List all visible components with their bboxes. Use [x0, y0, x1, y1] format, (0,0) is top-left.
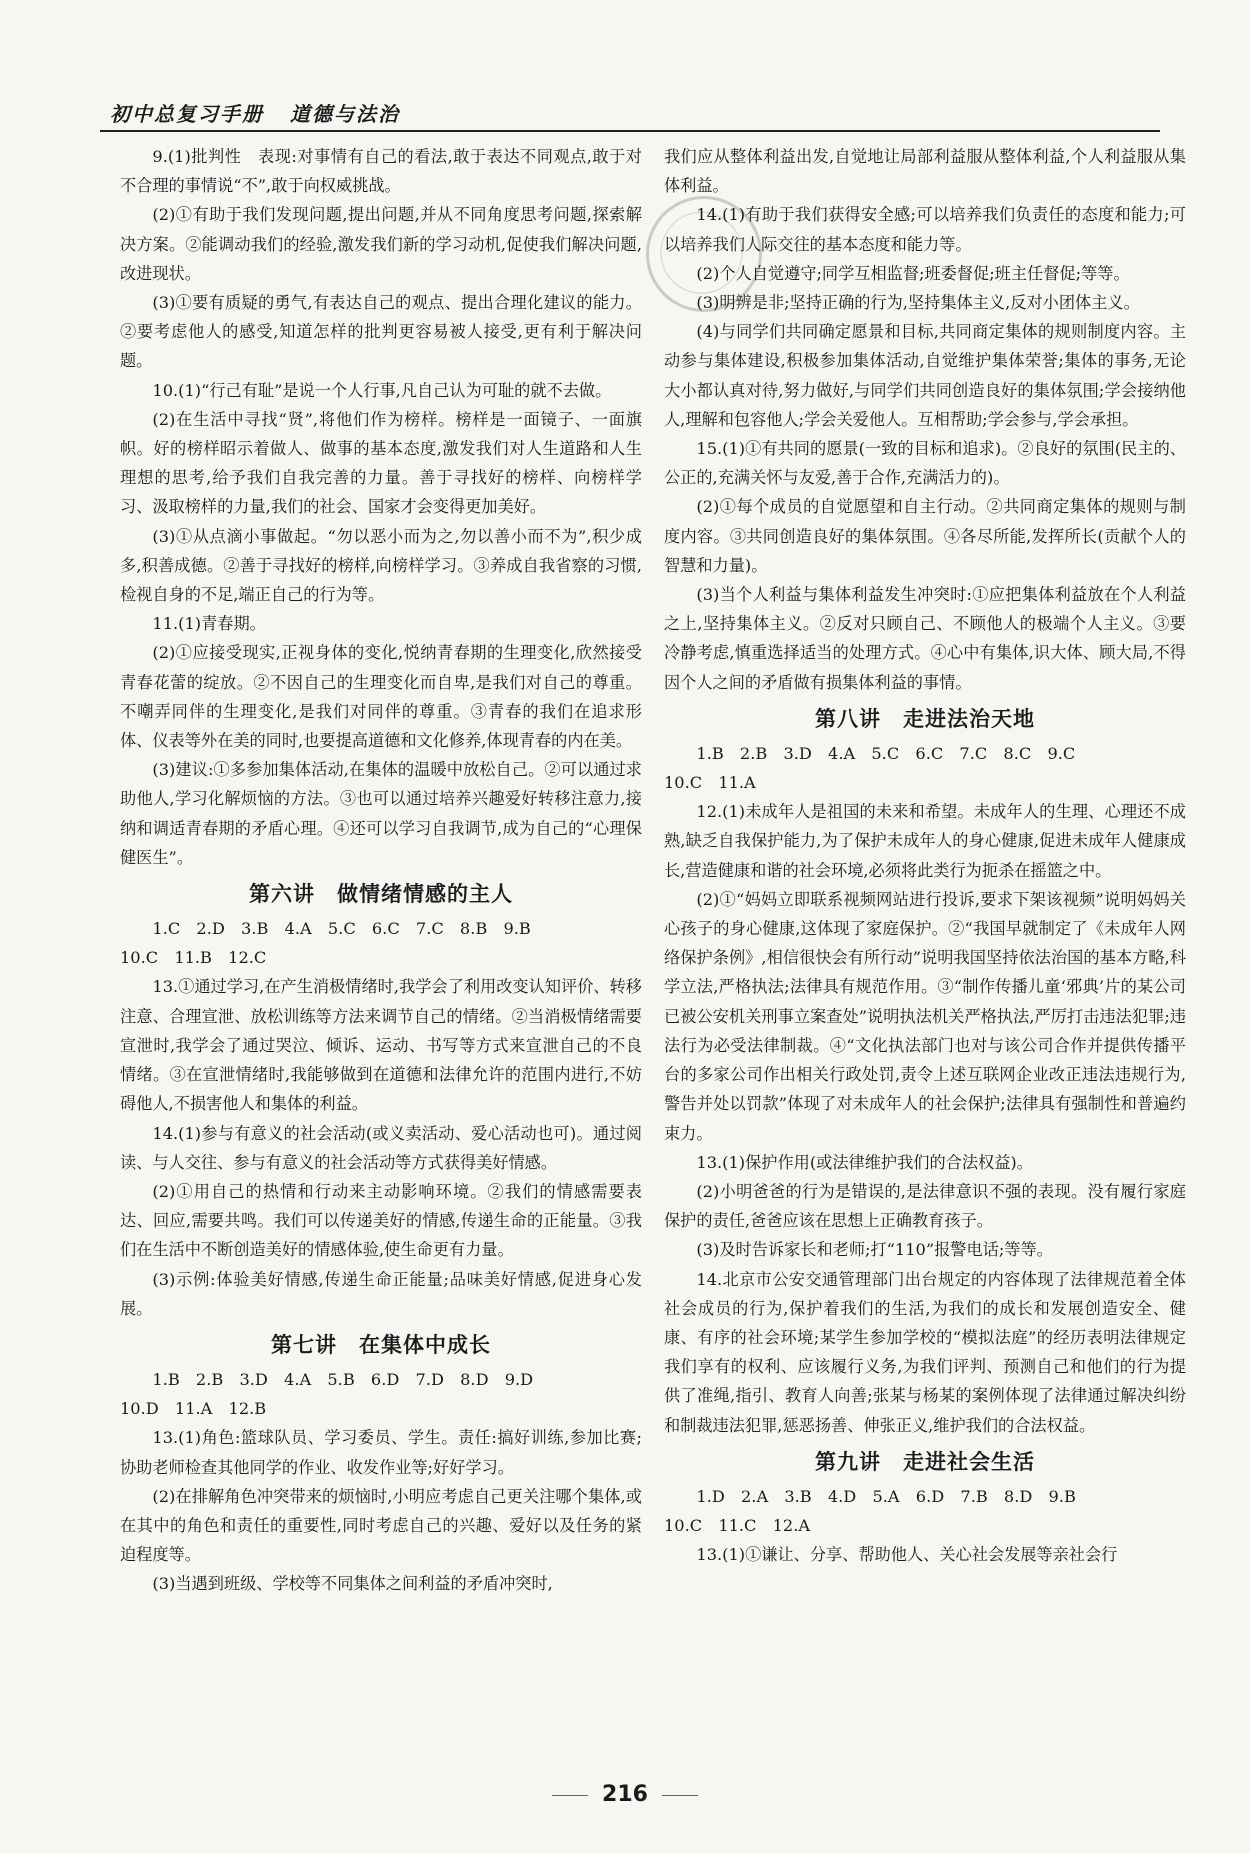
answer-paragraph: 12.(1)未成年人是祖国的未来和希望。未成年人的生理、心理还不成熟,缺乏自我保护能力,为了保护未成年人的身心健康,促进未成年人健康成长,营造健康和谐的社会环境,必须将此类行为扼杀在摇篮之中。 [664, 802, 1186, 880]
answer-paragraph: 13.(1)①谦让、分享、帮助他人、关心社会发展等亲社会行 [696, 1545, 1118, 1565]
choice-answers: 1.C 2.D 3.B 4.A 5.C 6.C 7.C 8.B 9.B [152, 919, 531, 939]
section-title-7 [120, 1325, 642, 1365]
choice-answers: 10.D 11.A 12.B [120, 1399, 267, 1419]
choice-answers: 1.D 2.A 3.B 4.D 5.A 6.D 7.B 8.D 9.B [696, 1486, 1076, 1506]
choice-answers: 10.C 11.C 12.A [664, 1515, 811, 1535]
section-name: 走进法治天地 [903, 706, 1035, 731]
answer-paragraph: (2)在生活中寻找“贤”,将他们作为榜样。榜样是一面镜子、一面旗帜。好的榜样昭示着做人、做事的基本态度,激发我们对人生道路和人生理想的思考,给予我们自我完善的力量。善于寻找好的榜样、向榜样学习、汲取榜样的力量,我们的社会、国家才会变得更加美好。 [120, 409, 642, 517]
answer-paragraph: (3)①要有质疑的勇气,有表达自己的观点、提出合理化建议的能力。②要考虑他人的感受,知道怎样的批判更容易被人接受,更有利于解决问题。 [120, 293, 642, 371]
header-rule [100, 130, 1160, 132]
answer-paragraph: 13.(1)角色:篮球队员、学习委员、学生。责任:搞好训练,参加比赛;协助老师检查其他同学的作业、收发作业等;好好学习。 [120, 1428, 642, 1477]
answer-paragraph: (2)小明爸爸的行为是错误的,是法律意识不强的表现。没有履行家庭保护的责任,爸爸应该在思想上正确教育孩子。 [664, 1181, 1186, 1231]
section-number: 第七讲 [271, 1332, 337, 1357]
page-number-dash [662, 1795, 698, 1796]
answer-paragraph: (4)与同学们共同确定愿景和目标,共同商定集体的规则制度内容。主动参与集体建设,积极参加集体活动,自觉维护集体荣誉;集体的事务,无论大小都认真对待,努力做好,与同学们共同创造良好的集体氛围;学会接纳他人,理解和包容他人;学会关爱他人。互相帮助;学会参与,学会承担。 [664, 322, 1186, 429]
book-title: 初中总复习手册 [110, 102, 264, 126]
answer-paragraph: (2)①有助于我们发现问题,提出问题,并从不同角度思考问题,探索解决方案。②能调动我们的经验,激发我们新的学习动机,促使我们解决问题,改进现状。 [120, 205, 642, 283]
page-number-value: 216 [602, 1782, 648, 1807]
answer-paragraph: 15.(1)①有共同的愿景(一致的目标和追求)。②良好的氛围(民主的、公正的,充满关怀与友爱,善于合作,充满活力的)。 [664, 439, 1186, 488]
page-number [0, 1782, 1250, 1807]
answer-paragraph: (3)及时告诉家长和老师;打“110”报警电话;等等。 [696, 1240, 1053, 1260]
section-number: 第九讲 [815, 1449, 881, 1474]
choice-answers: 10.C 11.B 12.C [120, 948, 267, 968]
answer-paragraph: (3)当个人利益与集体利益发生冲突时:①应把集体利益放在个人利益之上,坚持集体主义。②反对只顾自己、不顾他人的极端个人主义。③要冷静考虑,慎重选择适当的处理方式。④心中有集体,识大体、顾大局,不得因个人之间的矛盾做有损集体利益的事情。 [664, 585, 1186, 692]
section-title-9 [664, 1442, 1186, 1482]
answer-paragraph: 14.北京市公安交通管理部门出台规定的内容体现了法律规范着全体社会成员的行为,保护着我们的生活,为我们的成长和发展创造安全、健康、有序的社会环境;某学生参加学校的“模拟法庭”的经历表明法律规定我们享有的权利、应该履行义务,为我们评判、预测自己和他们的行为提供了准绳,指引、教育人向善;张某与杨某的案例体现了法律通过解决纠纷和制裁违法犯罪,惩恶扬善、伸张正义,维护我们的合法权益。 [664, 1269, 1186, 1435]
section-number: 第六讲 [249, 882, 315, 907]
answer-paragraph: 10.(1)“行己有耻”是说一个人行事,凡自己认为可耻的就不去做。 [152, 380, 612, 400]
answer-paragraph: (2)①“妈妈立即联系视频网站进行投诉,要求下架该视频”说明妈妈关心孩子的身心健康,这体现了家庭保护。②“我国早就制定了《未成年人网络保护条例》,相信很快会有所行动”说明我国坚持依法治国的基本方略,科学立法,严格执法;法律具有规范作用。③“制作传播儿童‘邪典’片的某公司已被公安机关刑事立案查处”说明执法机关严格执法,严厉打击违法犯罪;违法行为必受法律制裁。④“文化执法部门也对与该公司合作并提供传播平台的多家公司作出相关行政处罚,责令上述互联网企业改正违法违规行为,警告并处以罚款”体现了对未成年人的社会保护;法律具有强制性和普遍约束力。 [664, 889, 1186, 1143]
answer-paragraph: (3)明辨是非;坚持正确的行为,坚持集体主义,反对小团体主义。 [696, 293, 1140, 313]
section-name: 做情绪情感的主人 [337, 882, 513, 907]
answer-paragraph: 13.①通过学习,在产生消极情绪时,我学会了利用改变认知评价、转移注意、合理宣泄、放松训练等方法来调节自己的情绪。②当消极情绪需要宣泄时,我学会了通过哭泣、倾诉、运动、书写等方式来宣泄自己的不良情绪。③在宣泄情绪时,我能够做到在道德和法律允许的范围内进行,不妨碍他人,不损害他人和集体的利益。 [120, 977, 642, 1114]
answer-paragraph: (3)示例:体验美好情感,传递生命正能量;品味美好情感,促进身心发展。 [120, 1269, 642, 1318]
answer-paragraph: 9.(1)批判性 表现:对事情有自己的看法,敢于表达不同观点,敢于对不合理的事情说“不”,敢于向权威挑战。 [120, 147, 642, 196]
header-title [110, 98, 426, 127]
answer-paragraph: 14.(1)参与有意义的社会活动(或义卖活动、爱心活动也可)。通过阅读、与人交往、参与有意义的社会活动等方式获得美好情感。 [120, 1123, 642, 1172]
running-header [100, 92, 1160, 132]
answer-paragraph: (2)①应接受现实,正视身体的变化,悦纳青春期的生理变化,欣然接受青春花蕾的绽放。②不因自己的生理变化而自卑,是我们对自己的尊重。不嘲弄同伴的生理变化,是我们对同伴的尊重。③青春的我们在追求形体、仪表等外在美的同时,也要提高道德和文化修养,体现青春的内在美。 [120, 643, 642, 751]
section-name: 走进社会生活 [903, 1449, 1035, 1474]
answer-paragraph: 我们应从整体利益出发,自觉地让局部利益服从整体利益,个人利益服从集体利益。 [664, 147, 1186, 196]
answer-paragraph: 13.(1)保护作用(或法律维护我们的合法权益)。 [696, 1152, 1033, 1172]
watermark-2 [300, 1630, 720, 1720]
section-title-8 [664, 699, 1186, 739]
answer-paragraph: 11.(1)青春期。 [152, 614, 266, 634]
answer-paragraph: 14.(1)有助于我们获得安全感;可以培养我们负责任的态度和能力;可以培养我们人际交往的基本态度和能力等。 [664, 205, 1186, 254]
answer-paragraph: (3)当遇到班级、学校等不同集体之间利益的矛盾冲突时, [152, 1574, 553, 1594]
right-column [664, 142, 1186, 1569]
section-title-6 [120, 874, 642, 914]
section-name: 在集体中成长 [359, 1332, 491, 1357]
answer-paragraph: (2)个人自觉遵守;同学互相监督;班委督促;班主任督促;等等。 [696, 263, 1130, 283]
choice-answers: 1.B 2.B 3.D 4.A 5.B 6.D 7.D 8.D 9.D [152, 1369, 534, 1389]
choice-answers: 10.C 11.A [664, 773, 756, 793]
answer-paragraph: (3)①从点滴小事做起。“勿以恶小而为之,勿以善小而不为”,积少成多,积善成德。②善于寻找好的榜样,向榜样学习。③养成自我省察的习惯,检视自身的不足,端正自己的行为等。 [120, 526, 642, 605]
left-column [120, 142, 642, 1599]
answer-paragraph: (3)建议:①多参加集体活动,在集体的温暖中放松自己。②可以通过求助他人,学习化解烦恼的方法。③也可以通过培养兴趣爱好转移注意力,接纳和调适青春期的矛盾心理。④还可以学习自我调节,成为自己的“心理保健医生”。 [120, 760, 642, 867]
answer-paragraph: (2)①每个成员的自觉愿望和自主行动。②共同商定集体的规则与制度内容。③共同创造良好的集体氛围。④各尽所能,发挥所长(贡献个人的智慧和力量)。 [664, 497, 1186, 575]
answer-paragraph: (2)①用自己的热情和行动来主动影响环境。②我们的情感需要表达、回应,需要共鸣。我们可以传递美好的情感,传递生命的正能量。③我们在生活中不断创造美好的情感体验,使生命更有力量。 [120, 1181, 642, 1260]
section-number: 第八讲 [815, 706, 881, 731]
choice-answers: 1.B 2.B 3.D 4.A 5.C 6.C 7.C 8.C 9.C [696, 743, 1076, 763]
answer-paragraph: (2)在排解角色冲突带来的烦恼时,小明应考虑自己更关注哪个集体,或在其中的角色和责任的重要性,同时考虑自己的兴趣、爱好以及任务的紧迫程度等。 [120, 1486, 642, 1565]
subject-title: 道德与法治 [290, 102, 400, 126]
page-number-dash [552, 1795, 588, 1796]
